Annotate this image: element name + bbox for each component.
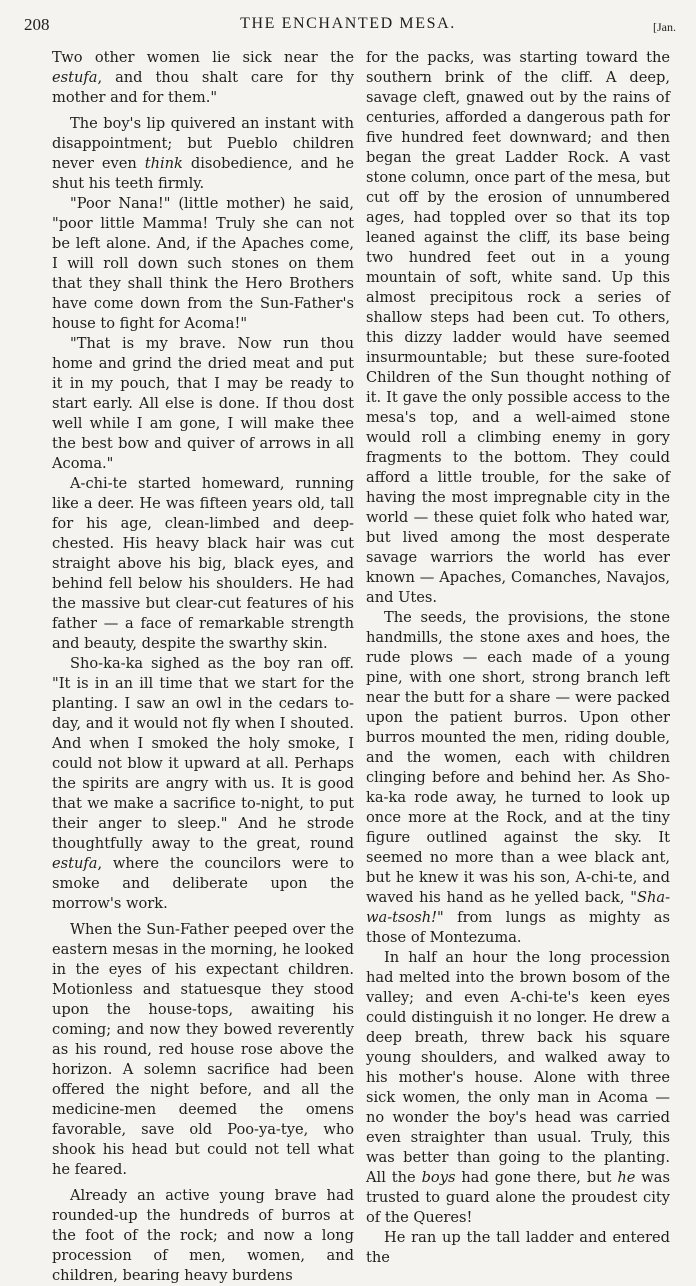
paragraph: The boy's lip quivered an instant with disappointment; but Pueblo children never even think disobedience, and he shut his teeth firmly. xyxy=(52,115,354,192)
paragraph: Two other women lie sick near the estufa, and thou shalt care for thy mother and for them." xyxy=(52,49,354,106)
paragraph: When the Sun-Father peeped over the eastern mesas in the morning, he looked in the eyes of his expectant children. Motionless and statuesque they stood upon the house-tops, awaiting his coming; and now they bowed reverently as his round, red house rose above the horizon. A solemn sacrifice had been offered the night before, and all the medicine-men deemed the omens favorable, save old Poo-ya-tye, who shook his head but could not tell what he feared. xyxy=(52,921,354,1178)
left-column xyxy=(52,48,354,1286)
issue-month: [Jan. xyxy=(653,20,676,34)
paragraph: Already an active young brave had rounded-up the hundreds of burros at the foot of the rock; and now a long procession of men, women, and children, bearing heavy burdens xyxy=(52,1187,354,1284)
running-title: THE ENCHANTED MESA. xyxy=(240,15,456,32)
paragraph: "Poor Nana!" (little mother) he said, "poor little Mamma! Truly she can not be left alone. And, if the Apaches come, I will roll down such stones on them that they shall think the Hero Brothers have come down from the Sun-Father's house to fight for Acoma!" xyxy=(52,195,354,332)
paragraph: A-chi-te started homeward, running like a deer. He was fifteen years old, tall for his age, clean-limbed and deep-chested. His heavy black hair was cut straight above his big, black eyes, and behind fell below his shoulders. He had the massive but clear-cut features of his father — a face of remarkable strength and beauty, despite the swarthy skin. xyxy=(52,475,354,652)
paragraph: Sho-ka-ka sighed as the boy ran off. "It is in an ill time that we start for the planting. I saw an owl in the cedars to-day, and it would not fly when I shouted. And when I smoked the holy smoke, I could not blow it upward at all. Perhaps the spirits are angry with us. It is good that we make a sacrifice to-night, to put their anger to sleep." And he strode thoughtfully away to the great, round estufa, where the councilors were to smoke and deliberate upon the morrow's work. xyxy=(52,655,354,912)
paragraph: for the packs, was starting toward the southern brink of the cliff. A deep, savage cleft, gnawed out by the rains of centuries, afforded a dangerous path for five hundred feet downward; and then began the great Ladder Rock. A vast stone column, once part of the mesa, but cut off by the erosion of unnumbered ages, had toppled over so that its top leaned against the cliff, its base being two hundred feet out in a young mountain of soft, white sand. Up this almost precipitous rock a series of shallow steps had been cut. To others, this dizzy ladder would have seemed insurmountable; but these sure-footed Children of the Sun thought nothing of it. It gave the only possible access to the mesa's top, and a well-aimed stone would roll a climbing enemy in gory fragments to the bottom. They could afford a little trouble, for the sake of having the most impregnable city in the world — these quiet folk who hated war, but lived among the most desperate savage warriors the world has ever known — Apaches, Comanches, Navajos, and Utes. xyxy=(366,49,670,606)
paragraph: The seeds, the provisions, the stone handmills, the stone axes and hoes, the rude plows — each made of a young pine, with one short, strong branch left near the butt for a share — were packed upon the patient burros. Upon other burros mounted the men, riding double, and the women, each with children clinging before and behind her. As Sho-ka-ka rode away, he turned to look up once more at the Rock, and at the tiny figure outlined against the sky. It seemed no more than a wee black ant, but he knew it was his son, A-chi-te, and waved his hand as he yelled back, "Sha-wa-tsosh!" from lungs as mighty as those of Montezuma. xyxy=(366,609,670,946)
paragraph: He ran up the tall ladder and entered the xyxy=(366,1229,670,1266)
paragraph: In half an hour the long procession had melted into the brown bosom of the valley; and even A-chi-te's keen eyes could distinguish it no longer. He drew a deep breath, threw back his square young shoulders, and walked away to his mother's house. Alone with three sick women, the only man in Acoma — no wonder the boy's head was carried even straighter than usual. Truly, this was better than going to the planting. All the boys had gone there, but he was trusted to guard alone the proudest city of the Queres! xyxy=(366,949,670,1226)
paragraph: "That is my brave. Now run thou home and grind the dried meat and put it in my pouch, that I may be ready to start early. All else is done. If thou dost well while I am gone, I will make thee the best bow and quiver of arrows in all Acoma." xyxy=(52,335,354,472)
page-number: 208 xyxy=(24,15,50,34)
right-column xyxy=(366,48,670,1268)
running-header xyxy=(20,15,676,39)
